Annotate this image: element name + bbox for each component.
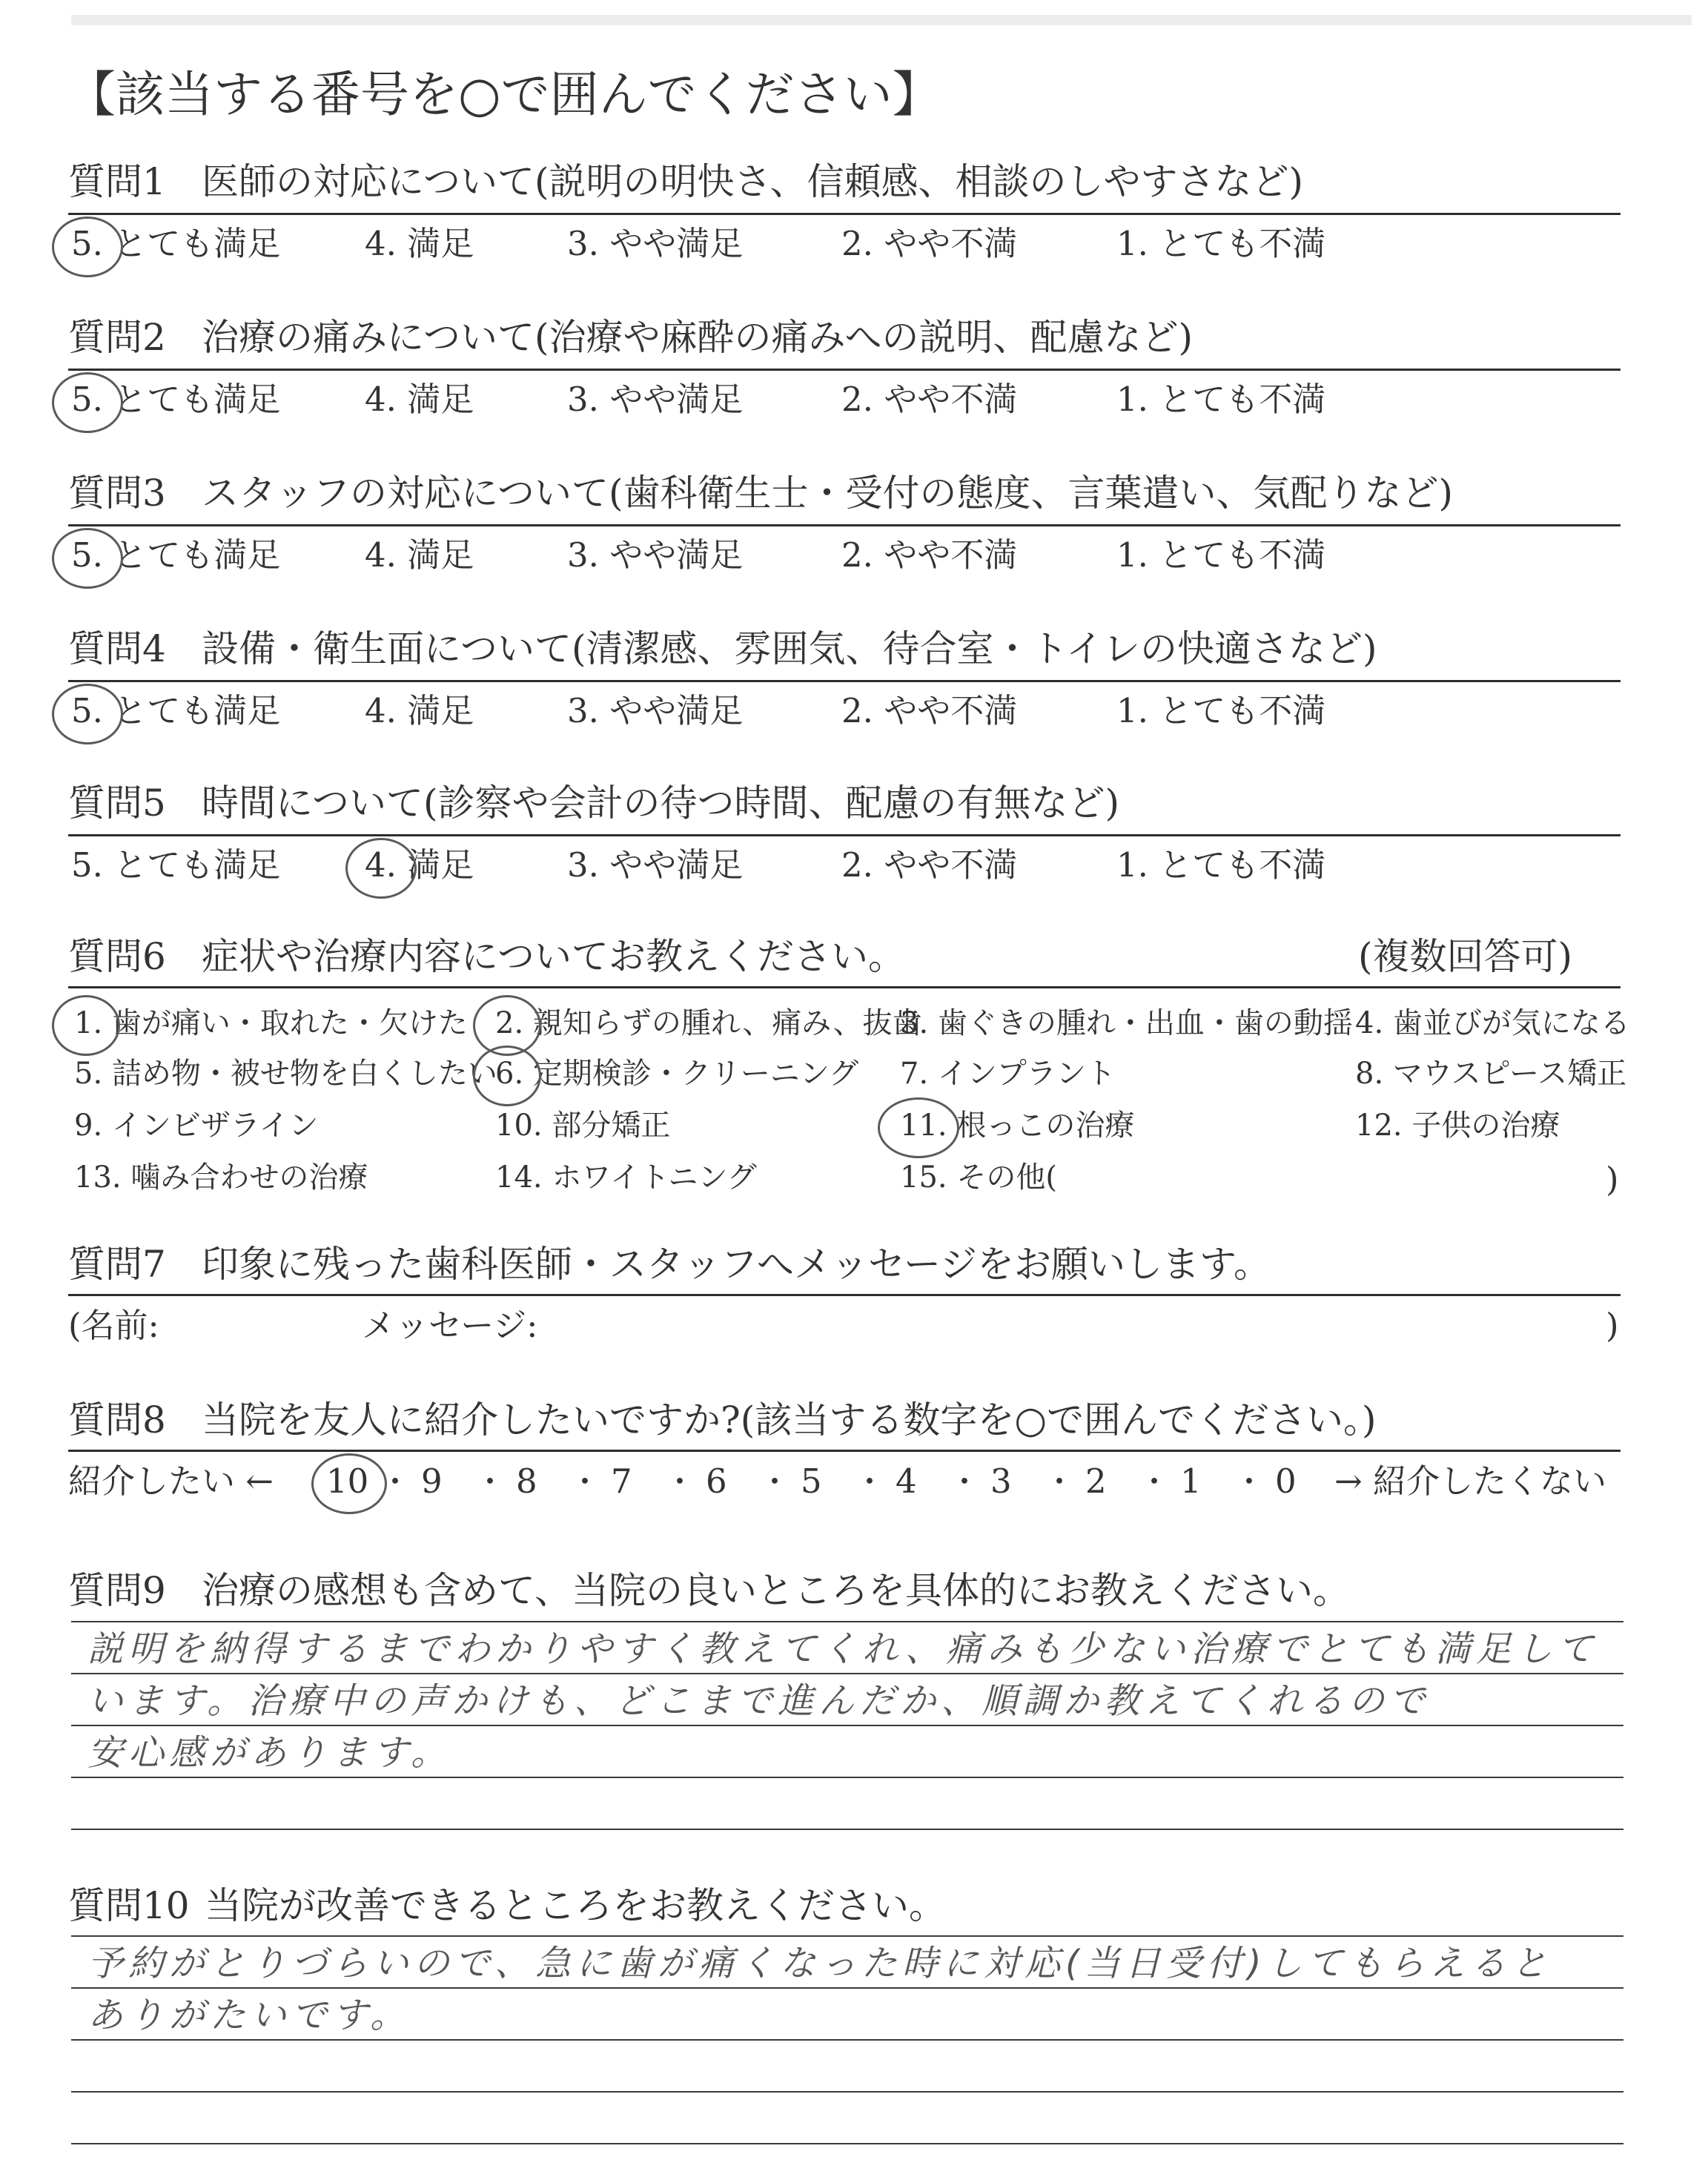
q5-option[interactable]: 2. やや不満: [841, 845, 1018, 885]
q5-option[interactable]: 1. とても不満: [1116, 845, 1326, 885]
q6-option[interactable]: 12. 子供の治療: [1355, 1109, 1560, 1143]
q4-rule: [68, 680, 1621, 682]
q3-option[interactable]: 2. やや不満: [841, 535, 1018, 575]
q2-option[interactable]: 2. やや不満: [841, 380, 1018, 419]
q3-option[interactable]: 1. とても不満: [1116, 535, 1326, 575]
q4-option[interactable]: 2. やや不満: [841, 691, 1018, 730]
handwritten-answer: 安心感があります。: [87, 1732, 452, 1774]
q6-option[interactable]: 9. インビザライン: [74, 1109, 319, 1143]
q1-option[interactable]: 4. 満足: [365, 224, 474, 263]
q6-option[interactable]: 10. 部分矯正: [495, 1109, 671, 1143]
q3-option[interactable]: 4. 満足: [365, 535, 474, 575]
writing-line: [71, 1829, 1623, 1830]
q5-label: 質問5: [68, 782, 166, 825]
q6-option[interactable]: 2. 親知らずの腫れ、痛み、抜歯: [495, 1006, 922, 1040]
q8-scale-number[interactable]: 1: [1180, 1462, 1202, 1501]
q3-option[interactable]: 5. とても満足: [71, 535, 281, 575]
q6-option[interactable]: 1. 歯が痛い・取れた・欠けた: [74, 1006, 468, 1040]
q6-option[interactable]: 4. 歯並びが気になる: [1355, 1006, 1630, 1040]
q3-text: スタッフの対応について(歯科衛生士・受付の態度、言葉遣い、気配りなど): [202, 472, 1454, 515]
q6-option[interactable]: 6. 定期検診・クリーニング: [495, 1057, 859, 1091]
q2-option[interactable]: 5. とても満足: [71, 380, 281, 419]
scan-edge: [71, 15, 1692, 25]
q7-message-label[interactable]: メッセージ:: [362, 1306, 538, 1345]
q8-scale-number[interactable]: 10: [326, 1462, 369, 1501]
q8-separator: ・: [759, 1464, 791, 1500]
q5-rule: [68, 834, 1621, 836]
q8-scale-number[interactable]: 8: [516, 1462, 537, 1501]
writing-line: [71, 1935, 1623, 1937]
q6-text: 症状や治療内容についてお教えください。: [202, 935, 905, 978]
q4-option[interactable]: 1. とても不満: [1116, 691, 1326, 730]
q8-separator: ・: [380, 1464, 411, 1500]
q4-label: 質問4: [68, 627, 166, 670]
q8-text: 当院を友人に紹介したいですか?(該当する数字を○で囲んでください。): [202, 1398, 1377, 1441]
q8-separator: ・: [1044, 1464, 1076, 1500]
q9-text: 治療の感想も含めて、当院の良いところを具体的にお教えください。: [202, 1569, 1350, 1612]
q8-right-label: → 紹介したくない: [1334, 1462, 1607, 1501]
q8-separator: ・: [949, 1464, 981, 1500]
q3-option[interactable]: 3. やや満足: [567, 535, 744, 575]
q8-rule: [68, 1450, 1621, 1452]
q1-label: 質問1: [68, 160, 166, 203]
q8-label: 質問8: [68, 1398, 166, 1441]
q8-scale-number[interactable]: 6: [706, 1462, 727, 1501]
q6-other-close: ): [1606, 1160, 1619, 1199]
writing-line: [71, 1987, 1623, 1989]
q8-separator: ・: [1234, 1464, 1265, 1500]
q6-option[interactable]: 3. 歯ぐきの腫れ・出血・歯の動揺: [900, 1006, 1353, 1040]
q2-text: 治療の痛みについて(治療や麻酔の痛みへの説明、配慮など): [202, 316, 1194, 359]
handwritten-answer: 説明を納得するまでわかりやすく教えてくれ、痛みも少ない治療でとても満足して: [87, 1628, 1598, 1670]
q1-text: 医師の対応について(説明の明快さ、信頼感、相談のしやすさなど): [202, 160, 1304, 203]
q8-scale-number[interactable]: 5: [801, 1462, 822, 1501]
q8-left-label: 紹介したい ←: [68, 1462, 274, 1501]
q3-rule: [68, 524, 1621, 526]
q8-separator: ・: [1139, 1464, 1171, 1500]
instruction-heading: 【該当する番号を○で囲んでください】: [67, 66, 941, 123]
handwritten-answer: います。治療中の声かけも、どこまで進んだか、順調か教えてくれるので: [87, 1680, 1431, 1722]
q5-option[interactable]: 3. やや満足: [567, 845, 744, 885]
q8-scale-number[interactable]: 7: [611, 1462, 632, 1501]
q2-rule: [68, 369, 1621, 371]
q7-name-label[interactable]: (名前:: [68, 1306, 159, 1345]
q5-option[interactable]: 5. とても満足: [71, 845, 281, 885]
writing-line: [71, 1673, 1623, 1674]
q6-label: 質問6: [68, 935, 166, 978]
q8-scale-number[interactable]: 9: [421, 1462, 443, 1501]
q6-option[interactable]: 14. ホワイトニング: [495, 1160, 757, 1195]
writing-line: [71, 1777, 1623, 1778]
q7-close: ): [1606, 1306, 1619, 1345]
q6-option[interactable]: 11. 根っこの治療: [900, 1109, 1135, 1143]
q8-separator: ・: [474, 1464, 506, 1500]
q4-option[interactable]: 5. とても満足: [71, 691, 281, 730]
q10-label: 質問10: [68, 1884, 190, 1927]
writing-line: [71, 2143, 1623, 2144]
writing-line: [71, 1725, 1623, 1726]
q6-rule: [68, 986, 1621, 988]
q6-note: (複数回答可): [1358, 935, 1573, 978]
q7-label: 質問7: [68, 1243, 166, 1286]
writing-line: [71, 1621, 1623, 1622]
q1-option[interactable]: 2. やや不満: [841, 224, 1018, 263]
q7-rule: [68, 1294, 1621, 1296]
q2-label: 質問2: [68, 316, 166, 359]
q2-option[interactable]: 3. やや満足: [567, 380, 744, 419]
writing-line: [71, 2039, 1623, 2041]
q6-option[interactable]: 5. 詰め物・被せ物を白くしたい: [74, 1057, 497, 1091]
q8-scale-number[interactable]: 2: [1085, 1462, 1107, 1501]
handwritten-answer: 予約がとりづらいので、急に歯が痛くなった時に対応(当日受付)してもらえると: [87, 1943, 1552, 1984]
q8-scale-number[interactable]: 3: [990, 1462, 1012, 1501]
q8-scale-number[interactable]: 0: [1275, 1462, 1297, 1501]
q8-separator: ・: [664, 1464, 696, 1500]
q2-option[interactable]: 4. 満足: [365, 380, 474, 419]
q2-option[interactable]: 1. とても不満: [1116, 380, 1326, 419]
q1-option[interactable]: 3. やや満足: [567, 224, 744, 263]
q9-label: 質問9: [68, 1569, 166, 1612]
q3-label: 質問3: [68, 472, 166, 515]
q1-option[interactable]: 1. とても不満: [1116, 224, 1326, 263]
q6-option[interactable]: 8. マウスピース矯正: [1355, 1057, 1627, 1091]
q6-option[interactable]: 13. 噛み合わせの治療: [74, 1160, 368, 1195]
q6-option[interactable]: 7. インプラント: [900, 1057, 1116, 1091]
q4-option[interactable]: 3. やや満足: [567, 691, 744, 730]
q4-text: 設備・衛生面について(清潔感、雰囲気、待合室・トイレの快適さなど): [202, 627, 1377, 670]
q8-scale-number[interactable]: 4: [896, 1462, 917, 1501]
q10-text: 当院が改善できるところをお教えください。: [205, 1884, 946, 1927]
q4-option[interactable]: 4. 満足: [365, 691, 474, 730]
q8-separator: ・: [854, 1464, 886, 1500]
q1-option[interactable]: 5. とても満足: [71, 224, 281, 263]
q8-separator: ・: [569, 1464, 601, 1500]
writing-line: [71, 2091, 1623, 2093]
q6-option[interactable]: 15. その他(: [900, 1160, 1057, 1195]
q7-text: 印象に残った歯科医師・スタッフへメッセージをお願いします。: [202, 1243, 1271, 1286]
handwritten-answer: ありがたいです。: [87, 1995, 411, 2036]
q5-option[interactable]: 4. 満足: [365, 845, 474, 885]
q1-rule: [68, 213, 1621, 215]
q5-text: 時間について(診察や会計の待つ時間、配慮の有無など): [202, 782, 1120, 825]
